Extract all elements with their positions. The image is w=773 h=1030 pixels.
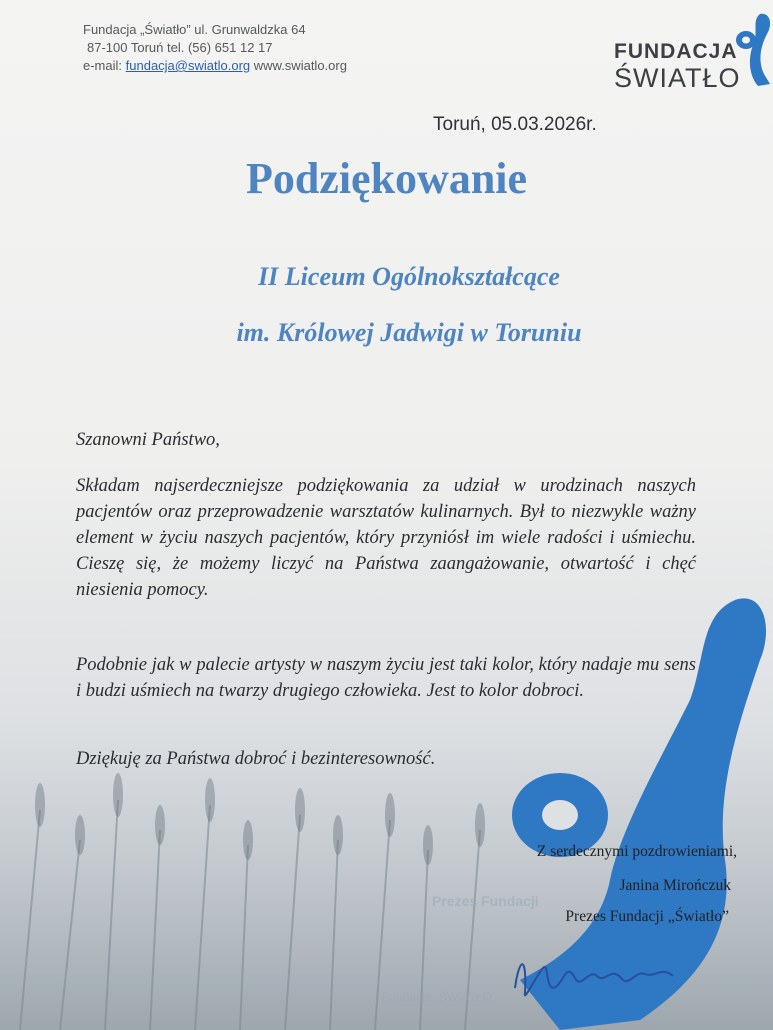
recipient-line-2: im. Królowej Jadwigi w Toruniu bbox=[236, 318, 582, 347]
logo-line-1: FUNDACJA bbox=[614, 40, 738, 63]
logo-line-2: ŚWIATŁO bbox=[614, 63, 741, 93]
email-link[interactable]: fundacja@swiatlo.org bbox=[125, 58, 251, 73]
closing-regards: Z serdecznymi pozdrowieniami, bbox=[536, 843, 737, 860]
handwritten-signature bbox=[505, 948, 705, 1008]
stamp-text-1: Prezes Fundacji bbox=[432, 893, 539, 909]
foundation-address bbox=[83, 21, 347, 75]
letter-date: Toruń, 05.03.2026r. bbox=[433, 114, 597, 135]
address-line-1: Fundacja „Światło” ul. Grunwaldzka 64 bbox=[83, 22, 306, 37]
letter-title: Podziękowanie bbox=[245, 154, 528, 203]
contact-line bbox=[83, 57, 347, 75]
stamp-text-2: Fundacja „ŚWIATŁO” bbox=[382, 990, 496, 1004]
recipient-line-1: II Liceum Ogólnokształcące bbox=[258, 262, 560, 291]
paragraph-3: Dziękuję za Państwa dobroć i bezinteresowność. bbox=[76, 749, 436, 769]
signatory-name: Janina Mirończuk bbox=[619, 877, 731, 894]
greeting: Szanowni Państwo, bbox=[76, 430, 220, 450]
email-prefix: e-mail: bbox=[83, 58, 123, 73]
address-line-2: 87-100 Toruń tel. (56) 651 12 17 bbox=[87, 40, 273, 55]
signatory-role: Prezes Fundacji „Światło” bbox=[565, 908, 729, 925]
paragraph-1: Składam najserdeczniejsze podziękowania za udział w urodzinach naszych pacjentów oraz przeprowadzenie warsztatów kulinarnych. Był to niezwykle ważny element w życiu naszych pacjentów, który przyniósł im wiele radości i uśmiechu. Cieszę się, że możemy liczyć na Państwa zaangażowanie, otwartość i chęć niesienia pomocy. bbox=[76, 476, 696, 600]
paragraph-2: Podobnie jak w palecie artysty w naszym życiu jest taki kolor, który nadaje mu sens i budzi uśmiech na twarzy drugiego człowieka. Jest to kolor dobroci. bbox=[76, 655, 696, 701]
foundation-logo bbox=[614, 40, 754, 92]
website-text: www.swiatlo.org bbox=[253, 58, 347, 73]
